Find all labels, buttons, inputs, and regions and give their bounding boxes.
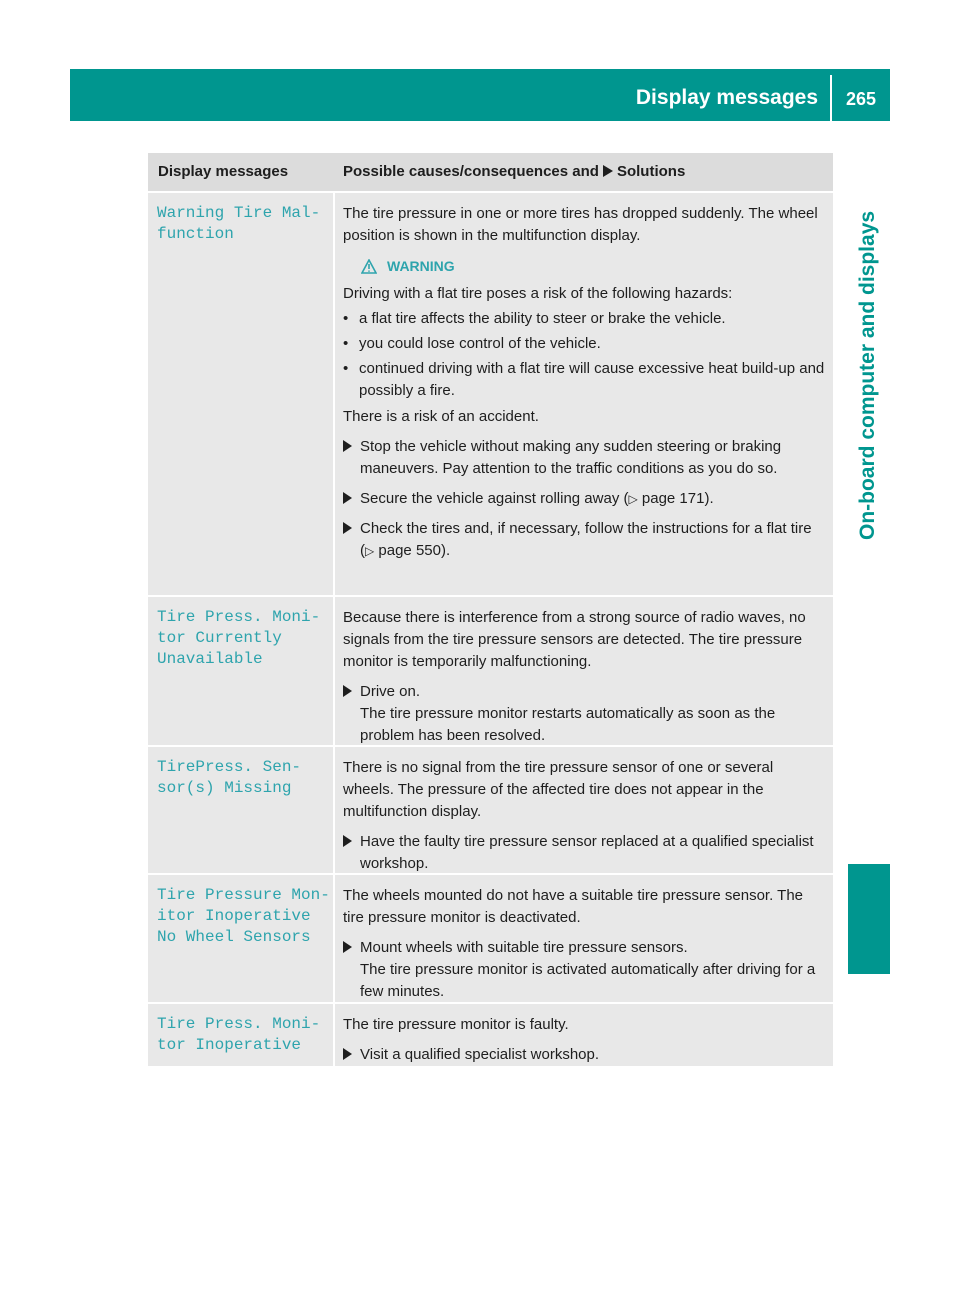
warning-heading: WARNING [343, 257, 827, 275]
warning-intro: Driving with a flat tire poses a risk of the following hazards: [343, 285, 733, 302]
chapter-tab-marker [848, 864, 890, 974]
action-arrow-icon [343, 440, 352, 452]
chapter-tab-label: On-board computer and displays [856, 210, 879, 540]
action-step: Secure the vehicle against rolling away (▷ page 171). [343, 488, 827, 510]
action-arrow-icon [343, 941, 352, 953]
warning-triangle-icon [361, 259, 377, 274]
list-item: • a flat tire affects the ability to steer or brake the vehicle. [343, 308, 827, 330]
action-step: Have the faulty tire pressure sensor replaced at a qualified specialist workshop. [343, 831, 827, 875]
display-message: TirePress. Sen‐ sor(s) Missing [148, 747, 335, 873]
column-header-causes: Possible causes/consequences and Solutions [343, 163, 686, 180]
page-ref-arrow-icon: ▷ [365, 544, 375, 558]
table-row [148, 747, 833, 873]
table-header [148, 153, 833, 191]
action-arrow-icon [603, 165, 613, 177]
message-description [335, 1004, 833, 1066]
action-step: Visit a qualified specialist workshop. [343, 1044, 827, 1066]
cause-text: Because there is interference from a strong source of radio waves, no signals from the tire pressure sensors are detected. The tire pressure monitor is temporarily malfunctioning. [343, 609, 806, 670]
display-message: Tire Press. Moni‐ tor Inoperative [148, 1004, 335, 1066]
message-description [335, 193, 833, 595]
page-number: 265 [845, 89, 877, 109]
cause-text: The wheels mounted do not have a suitable tire pressure sensor. The tire pressure monitor is deactivated. [343, 887, 803, 926]
bullet-icon: • [343, 310, 349, 327]
action-step: Check the tires and, if necessary, follow the instructions for a flat tire (▷ page 550). [343, 518, 827, 562]
table-row [148, 875, 833, 1002]
action-step: Drive on. The tire pressure monitor restarts automatically as soon as the problem has been resolved. [343, 681, 827, 747]
action-arrow-icon [343, 522, 352, 534]
section-title: Display messages [635, 86, 818, 109]
cause-text: The tire pressure in one or more tires has dropped suddenly. The wheel position is shown in the multifunction display. [343, 205, 818, 244]
list-item: • you could lose control of the vehicle. [343, 333, 827, 355]
bullet-icon: • [343, 360, 349, 377]
bullet-icon: • [343, 335, 349, 352]
cause-text: There is no signal from the tire pressure sensor of one or several wheels. The pressure of the affected tire does not appear in the multifunction display. [343, 759, 774, 820]
action-arrow-icon [343, 835, 352, 847]
message-description [335, 747, 833, 873]
column-header-messages: Display messages [158, 163, 289, 180]
list-item: • continued driving with a flat tire will cause excessive heat build-up and possibly a fire. [343, 358, 827, 402]
page-reference[interactable]: page 550 [378, 542, 441, 559]
action-arrow-icon [343, 685, 352, 697]
action-arrow-icon [343, 492, 352, 504]
message-description [335, 875, 833, 1002]
cause-text: The tire pressure monitor is faulty. [343, 1016, 569, 1033]
table-row [148, 597, 833, 745]
risk-text: There is a risk of an accident. [343, 408, 539, 425]
message-description [335, 597, 833, 745]
display-message: Tire Pressure Mon‐ itor Inoperative No Wheel Sensors [148, 875, 335, 1002]
display-messages-table [148, 153, 833, 1068]
page-reference[interactable]: page 171 [641, 490, 705, 507]
table-row [148, 1004, 833, 1066]
display-message: Warning Tire Mal‐ function [148, 193, 335, 595]
action-arrow-icon [343, 1048, 352, 1060]
action-step: Stop the vehicle without making any sudden steering or braking maneuvers. Pay attention to the traffic conditions as you do so. [343, 436, 827, 480]
table-row [148, 193, 833, 595]
page-ref-arrow-icon: ▷ [628, 492, 638, 506]
display-message: Tire Press. Moni‐ tor Currently Unavailable [148, 597, 335, 745]
action-step: Mount wheels with suitable tire pressure sensors. The tire pressure monitor is activated automatically after driving for a few minutes. [343, 937, 827, 1003]
header-bar [70, 69, 890, 121]
